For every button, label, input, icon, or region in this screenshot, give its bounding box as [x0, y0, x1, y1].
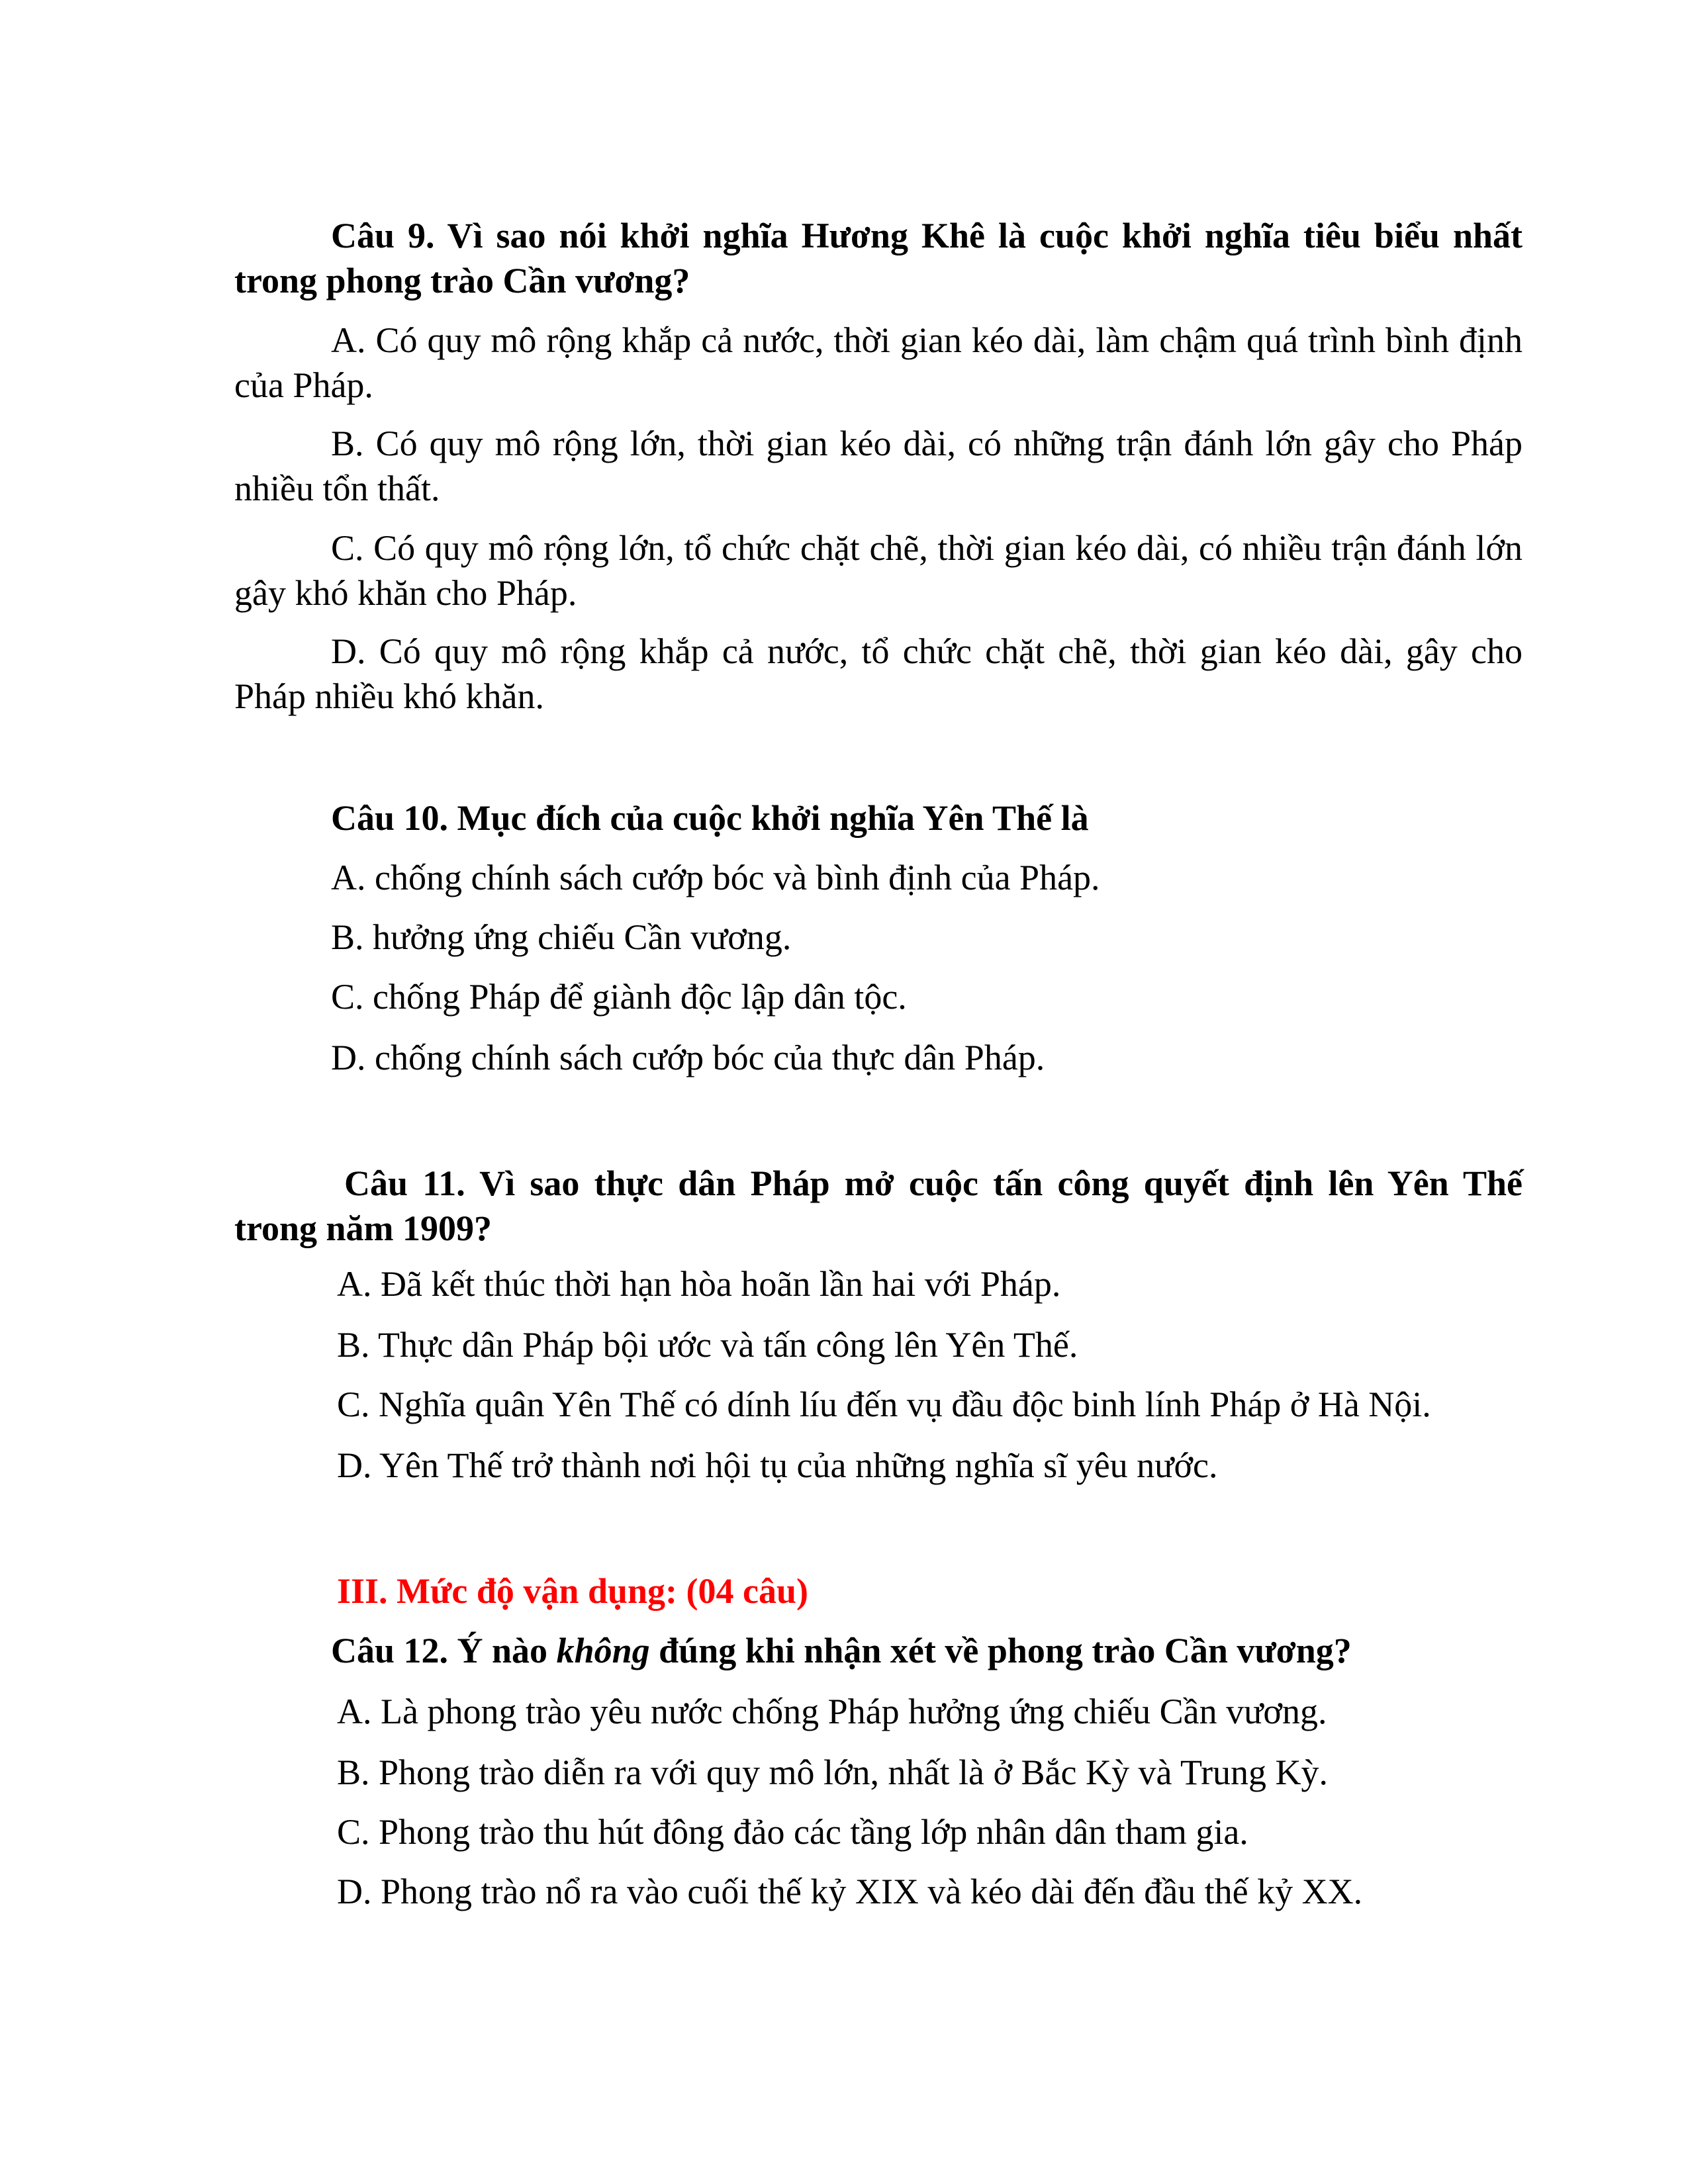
question-11-option-b: B. Thực dân Pháp bội ước và tấn công lên Yên Thế. [337, 1325, 1078, 1365]
question-12-option-b: B. Phong trào diễn ra với quy mô lớn, nhất là ở Bắc Kỳ và Trung Kỳ. [337, 1752, 1329, 1792]
question-9-title: Câu 9. Vì sao nói khởi nghĩa Hương Khê là cuộc khởi nghĩa tiêu biểu nhất trong phong trào Cần vương? [234, 216, 1523, 300]
question-9-option-a: A. Có quy mô rộng khắp cả nước, thời gian kéo dài, làm chậm quá trình bình định của Pháp. [234, 320, 1523, 405]
question-12-option-d: D. Phong trào nổ ra vào cuối thế kỷ XIX và kéo dài đến đầu thế kỷ XX. [337, 1872, 1363, 1911]
question-9-option-b: B. Có quy mô rộng lớn, thời gian kéo dài, có những trận đánh lớn gây cho Pháp nhiều tổn thất. [234, 424, 1523, 508]
question-12-title [331, 1628, 1352, 1673]
question-11-option-a: A. Đã kết thúc thời hạn hòa hoãn lần hai với Pháp. [337, 1264, 1061, 1304]
question-12-option-c: C. Phong trào thu hút đông đảo các tầng lớp nhân dân tham gia. [337, 1812, 1248, 1852]
question-11-option-c: C. Nghĩa quân Yên Thế có dính líu đến vụ đầu độc binh lính Pháp ở Hà Nội. [337, 1385, 1431, 1424]
question-11-title: Câu 11. Vì sao thực dân Pháp mở cuộc tấn công quyết định lên Yên Thế trong năm 1909? [234, 1163, 1523, 1248]
question-12-option-a: A. Là phong trào yêu nước chống Pháp hưởng ứng chiếu Cần vương. [337, 1692, 1327, 1731]
question-9-option-c: C. Có quy mô rộng lớn, tổ chức chặt chẽ, thời gian kéo dài, có nhiều trận đánh lớn gây khó khăn cho Pháp. [234, 528, 1523, 613]
section-heading: III. Mức độ vận dụng: (04 câu) [337, 1571, 808, 1611]
question-11-option-d: D. Yên Thế trở thành nơi hội tụ của những nghĩa sĩ yêu nước. [337, 1445, 1218, 1485]
question-12-title-emphasis: không [556, 1631, 650, 1670]
question-10-option-c: C. chống Pháp để giành độc lập dân tộc. [331, 977, 907, 1017]
question-9-option-d: D. Có quy mô rộng khắp cả nước, tổ chức chặt chẽ, thời gian kéo dài, gây cho Pháp nhiều khó khăn. [234, 631, 1523, 716]
question-10-option-d: D. chống chính sách cướp bóc của thực dân Pháp. [331, 1038, 1045, 1077]
question-12-title-suffix: đúng khi nhận xét về phong trào Cần vương? [649, 1631, 1352, 1670]
question-10-option-a: A. chống chính sách cướp bóc và bình định của Pháp. [331, 858, 1100, 897]
question-12-title-prefix: Câu 12. Ý nào [331, 1631, 557, 1670]
question-10-title: Câu 10. Mục đích của cuộc khởi nghĩa Yên Thế là [331, 798, 1089, 838]
question-10-option-b: B. hưởng ứng chiếu Cần vương. [331, 917, 792, 957]
